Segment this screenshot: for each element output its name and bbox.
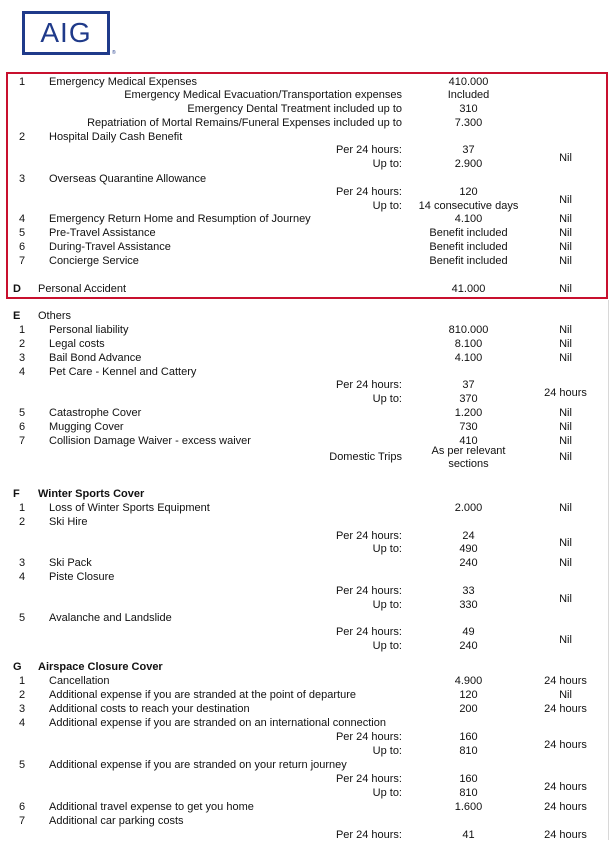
row-number: 5 [19, 759, 26, 771]
benefit-subdescription: Per 24 hours: [335, 626, 402, 638]
benefit-subdescription: Up to: [372, 640, 402, 652]
benefit-subdescription: Up to: [372, 200, 402, 212]
excess-value: 24 hours [544, 739, 587, 751]
benefit-amount: 37 [462, 144, 475, 156]
benefit-description: Additional expense if you are stranded at the point of departure [49, 689, 356, 701]
benefit-amount: 37 [462, 379, 475, 391]
benefit-amount: 810 [459, 745, 478, 757]
benefit-description: Personal liability [49, 324, 129, 336]
benefit-amount: 370 [459, 393, 478, 405]
benefit-amount: 330 [459, 599, 478, 611]
section-letter: E [13, 310, 21, 322]
benefit-description: Legal costs [49, 338, 105, 350]
benefit-description: During-Travel Assistance [49, 241, 171, 253]
excess-value: Nil [559, 502, 572, 514]
aig-logo [22, 11, 110, 55]
excess-value: Nil [559, 421, 572, 433]
excess-value: Nil [559, 352, 572, 364]
excess-value: 24 hours [544, 829, 587, 841]
benefit-subdescription: Emergency Medical Evacuation/Transportation expenses [124, 89, 402, 101]
logo-text: AIG [40, 17, 92, 48]
benefit-amount: 4.100 [454, 352, 483, 364]
excess-value: Nil [559, 557, 572, 569]
benefit-amount: 730 [459, 421, 478, 433]
benefit-amount: 160 [459, 731, 478, 743]
section-letter: F [13, 488, 20, 500]
row-number: 2 [19, 689, 26, 701]
row-number: 1 [19, 76, 26, 88]
benefit-description: Pre-Travel Assistance [49, 227, 156, 239]
section-letter: G [13, 661, 22, 673]
benefit-amount: Benefit included [429, 255, 508, 267]
excess-value: Nil [559, 227, 572, 239]
row-number: 4 [19, 366, 26, 378]
benefit-amount: 200 [459, 703, 478, 715]
benefit-amount: 2.900 [454, 158, 483, 170]
row-number: 5 [19, 612, 26, 624]
benefit-description: Avalanche and Landslide [49, 612, 172, 624]
benefit-description: Bail Bond Advance [49, 352, 142, 364]
excess-value: 24 hours [544, 703, 587, 715]
excess-value: 24 hours [544, 781, 587, 793]
excess-value: 24 hours [544, 387, 587, 399]
excess-value: Nil [559, 634, 572, 646]
benefit-amount: 120 [459, 689, 478, 701]
benefit-description: Ski Hire [49, 516, 88, 528]
excess-value: Nil [559, 689, 572, 701]
benefit-amount: 49 [462, 626, 475, 638]
benefit-description: Additional expense if you are stranded on your return journey [49, 759, 347, 771]
excess-value: Nil [559, 241, 572, 253]
benefit-subdescription: Emergency Dental Treatment included up to [187, 103, 402, 115]
benefit-subdescription: Up to: [372, 393, 402, 405]
benefit-amount: 1.200 [454, 407, 483, 419]
benefit-subdescription: Repatriation of Mortal Remains/Funeral Expenses included up to [87, 117, 402, 129]
row-number: 4 [19, 717, 26, 729]
benefit-amount: 310 [459, 103, 478, 115]
excess-value: Nil [559, 537, 572, 549]
row-number: 5 [19, 407, 26, 419]
row-number: 2 [19, 516, 26, 528]
benefit-description: Additional travel expense to get you home [49, 801, 254, 813]
benefit-description: Additional costs to reach your destination [49, 703, 250, 715]
benefit-amount: 41.000 [451, 283, 486, 295]
benefit-amount: 8.100 [454, 338, 483, 350]
benefit-description: Emergency Medical Expenses [49, 76, 197, 88]
benefit-description: Ski Pack [49, 557, 92, 569]
row-number: 4 [19, 213, 26, 225]
benefit-description: Loss of Winter Sports Equipment [49, 502, 210, 514]
benefit-amount: 2.000 [454, 502, 483, 514]
excess-value: Nil [559, 593, 572, 605]
benefit-amount: 41 [462, 829, 475, 841]
benefit-amount: 810.000 [448, 324, 489, 336]
benefit-subdescription: Up to: [372, 158, 402, 170]
excess-value: Nil [559, 407, 572, 419]
benefit-amount: Included [447, 89, 490, 101]
row-number: 5 [19, 227, 26, 239]
excess-value: Nil [559, 338, 572, 350]
row-number: 3 [19, 352, 26, 364]
benefit-description: Collision Damage Waiver - excess waiver [49, 435, 251, 447]
row-number: 6 [19, 421, 26, 433]
benefit-amount: 490 [459, 543, 478, 555]
row-number: 4 [19, 571, 26, 583]
excess-value: Nil [559, 194, 572, 206]
excess-value: 24 hours [544, 801, 587, 813]
benefit-subdescription: Up to: [372, 599, 402, 611]
benefit-subdescription: Per 24 hours: [335, 585, 402, 597]
page-edge-line [608, 300, 609, 840]
benefit-amount: 240 [459, 557, 478, 569]
benefit-subdescription: Up to: [372, 787, 402, 799]
benefit-amount: 810 [459, 787, 478, 799]
row-number: 2 [19, 131, 26, 143]
benefit-description: Pet Care - Kennel and Cattery [49, 366, 197, 378]
benefit-amount: 24 [462, 530, 475, 542]
excess-value: Nil [559, 213, 572, 225]
benefit-amount: 410.000 [448, 76, 489, 88]
benefit-subdescription: Per 24 hours: [335, 186, 402, 198]
benefit-subdescription: Per 24 hours: [335, 379, 402, 391]
logo-registered-mark: ® [112, 50, 116, 56]
benefit-description: Piste Closure [49, 571, 115, 583]
benefit-amount: 160 [459, 773, 478, 785]
benefit-description: Overseas Quarantine Allowance [49, 173, 207, 185]
benefit-description: Catastrophe Cover [49, 407, 142, 419]
benefit-amount: 33 [462, 585, 475, 597]
benefit-amount: 410 [459, 435, 478, 447]
benefit-description: Cancellation [49, 675, 110, 687]
excess-value: Nil [559, 435, 572, 447]
section-letter: D [13, 283, 21, 295]
benefit-amount: 120 [459, 186, 478, 198]
row-number: 6 [19, 241, 26, 253]
benefit-amount: As per relevant sections [431, 445, 506, 470]
excess-value: Nil [559, 451, 572, 463]
benefit-description: Concierge Service [49, 255, 139, 267]
benefit-description: Additional car parking costs [49, 815, 184, 827]
row-number: 7 [19, 435, 26, 447]
section-title: Winter Sports Cover [38, 488, 145, 500]
row-number: 7 [19, 815, 26, 827]
benefit-amount: 4.900 [454, 675, 483, 687]
row-number: 7 [19, 255, 26, 267]
row-number: 3 [19, 557, 26, 569]
benefit-subdescription: Up to: [372, 543, 402, 555]
benefit-amount: 4.100 [454, 213, 483, 225]
benefit-description: Emergency Return Home and Resumption of Journey [49, 213, 311, 225]
benefit-amount: 7.300 [454, 117, 483, 129]
benefit-subdescription: Up to: [372, 745, 402, 757]
benefit-subdescription: Per 24 hours: [335, 144, 402, 156]
section-title: Airspace Closure Cover [38, 661, 163, 673]
excess-value: Nil [559, 255, 572, 267]
benefit-subdescription: Per 24 hours: [335, 829, 402, 841]
benefit-amount: 240 [459, 640, 478, 652]
excess-value: 24 hours [544, 675, 587, 687]
row-number: 1 [19, 324, 26, 336]
row-number: 3 [19, 173, 26, 185]
excess-value: Nil [559, 152, 572, 164]
benefit-description: Hospital Daily Cash Benefit [49, 131, 183, 143]
benefit-subdescription: Per 24 hours: [335, 731, 402, 743]
excess-value: Nil [559, 324, 572, 336]
excess-value: Nil [559, 283, 572, 295]
benefit-subdescription: Per 24 hours: [335, 530, 402, 542]
benefit-amount: 14 consecutive days [418, 200, 519, 212]
benefit-description: Mugging Cover [49, 421, 124, 433]
section-title: Others [38, 310, 72, 322]
benefit-subdescription: Domestic Trips [329, 451, 402, 463]
row-number: 3 [19, 703, 26, 715]
benefit-description: Additional expense if you are stranded on an international connection [49, 717, 386, 729]
row-number: 6 [19, 801, 26, 813]
benefit-subdescription: Per 24 hours: [335, 773, 402, 785]
row-number: 2 [19, 338, 26, 350]
benefit-amount: Benefit included [429, 241, 508, 253]
row-number: 1 [19, 502, 26, 514]
benefit-amount: 1.600 [454, 801, 483, 813]
benefit-amount: Benefit included [429, 227, 508, 239]
section-title: Personal Accident [38, 283, 127, 295]
row-number: 1 [19, 675, 26, 687]
